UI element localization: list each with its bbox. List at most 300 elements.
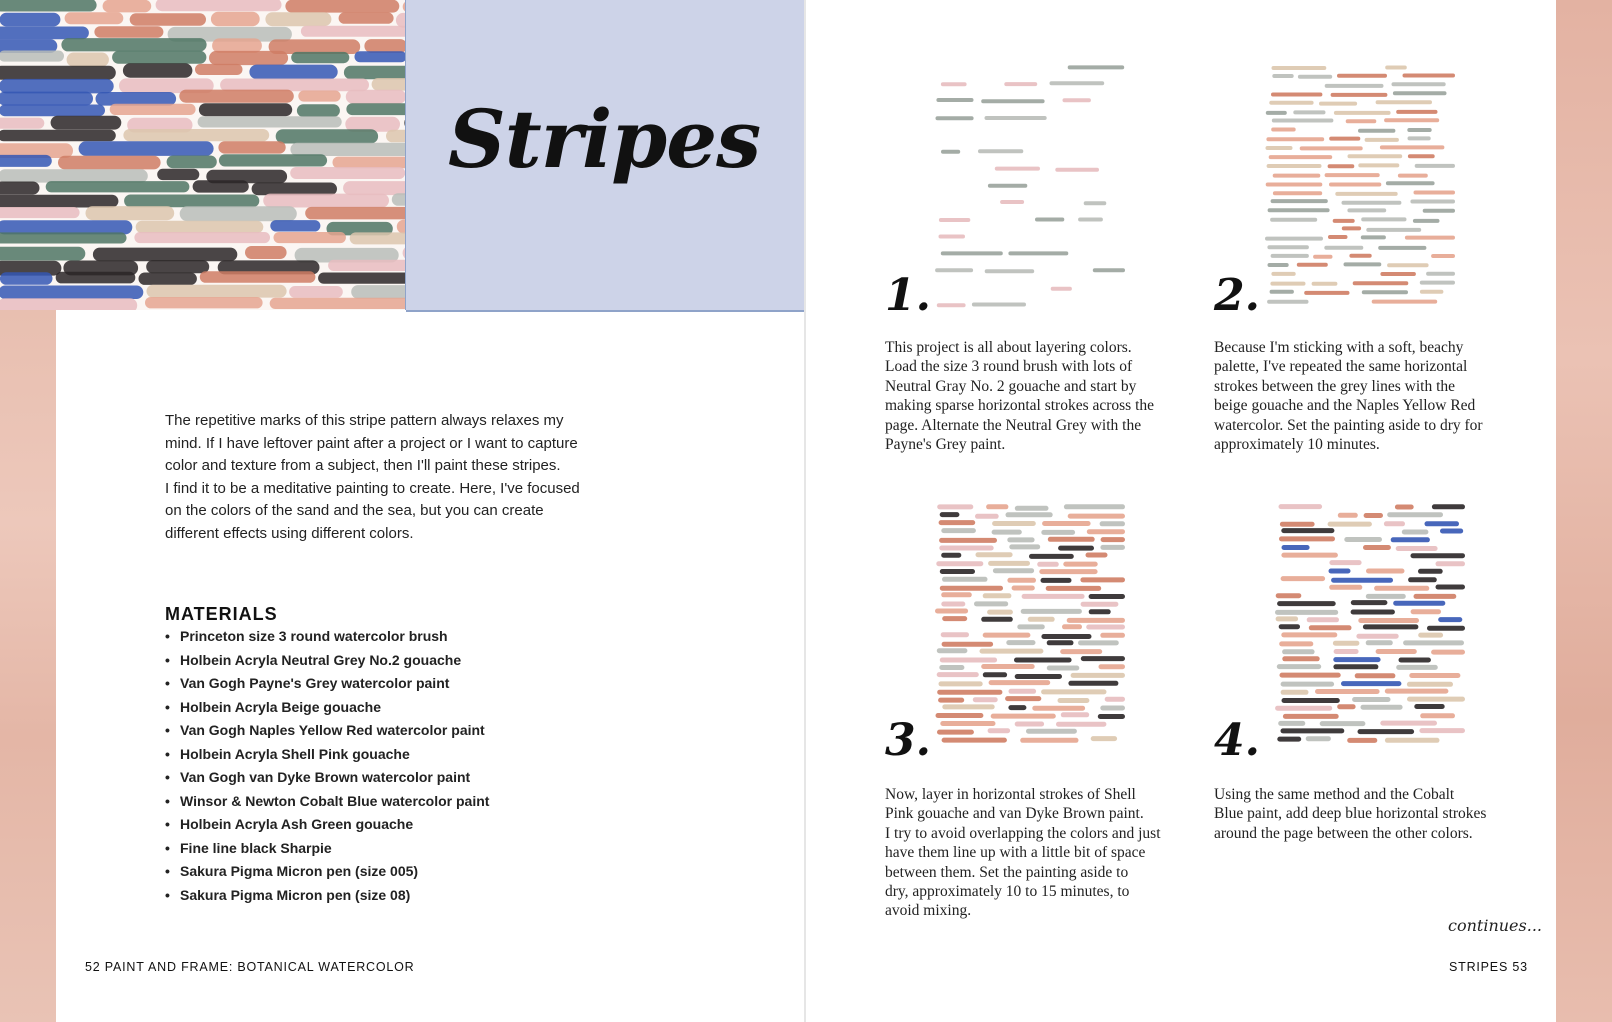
brush-stroke bbox=[1431, 254, 1455, 258]
brush-stroke bbox=[1081, 602, 1119, 607]
brush-stroke bbox=[180, 206, 297, 221]
brush-stroke bbox=[1029, 554, 1074, 559]
brush-stroke bbox=[1405, 236, 1455, 240]
materials-item-label: Winsor & Newton Cobalt Blue watercolor paint bbox=[180, 792, 490, 809]
brush-stroke bbox=[167, 156, 217, 169]
brush-stroke bbox=[1333, 657, 1380, 662]
brush-stroke bbox=[1055, 168, 1099, 172]
materials-item-label: Fine line black Sharpie bbox=[180, 839, 332, 856]
brush-stroke bbox=[1089, 609, 1111, 614]
brush-stroke bbox=[1420, 290, 1444, 294]
brush-stroke bbox=[1393, 601, 1445, 606]
brush-stroke bbox=[941, 592, 972, 597]
brush-stroke bbox=[936, 713, 984, 718]
step-text-line: I try to avoid overlapping the colors and just bbox=[885, 824, 1161, 842]
brush-stroke bbox=[1325, 84, 1384, 88]
brush-stroke bbox=[935, 268, 973, 272]
brush-stroke bbox=[1271, 199, 1328, 203]
brush-stroke bbox=[1078, 218, 1103, 222]
brush-stroke bbox=[1041, 578, 1072, 583]
brush-stroke bbox=[103, 0, 152, 12]
brush-stroke bbox=[1017, 624, 1045, 629]
materials-item bbox=[165, 743, 489, 767]
brush-stroke bbox=[1068, 681, 1118, 686]
brush-stroke bbox=[1403, 640, 1464, 645]
brush-stroke bbox=[983, 672, 1007, 677]
brush-stroke bbox=[1007, 537, 1034, 542]
brush-stroke bbox=[937, 690, 1002, 695]
brush-stroke bbox=[1100, 706, 1125, 711]
brush-stroke bbox=[1267, 164, 1322, 168]
brush-stroke bbox=[937, 648, 968, 653]
brush-stroke bbox=[1362, 290, 1408, 294]
materials-item bbox=[165, 860, 489, 884]
brush-stroke bbox=[1438, 617, 1462, 622]
bullet: • bbox=[165, 745, 170, 762]
brush-stroke bbox=[1414, 191, 1456, 195]
brush-stroke bbox=[1427, 626, 1465, 631]
brush-stroke bbox=[270, 298, 405, 309]
brush-stroke bbox=[67, 53, 109, 67]
step-text-line: Now, layer in horizontal strokes of Shell bbox=[885, 786, 1136, 803]
brush-stroke bbox=[980, 649, 1044, 654]
brush-stroke bbox=[1320, 721, 1366, 726]
materials-item bbox=[165, 813, 489, 837]
brush-stroke bbox=[265, 12, 331, 26]
brush-stroke bbox=[1009, 544, 1040, 549]
brush-stroke bbox=[1267, 300, 1308, 304]
brush-stroke bbox=[1279, 624, 1300, 629]
brush-stroke bbox=[1064, 504, 1125, 509]
step-text-line: Payne's Grey paint. bbox=[885, 436, 1006, 454]
brush-stroke bbox=[1358, 129, 1395, 133]
brush-stroke bbox=[1004, 82, 1037, 86]
brush-stroke bbox=[940, 569, 975, 574]
intro-line: color and texture from a subject, then I'll paint these stripes. bbox=[165, 457, 561, 475]
brush-stroke bbox=[1061, 712, 1089, 717]
step-1-text bbox=[885, 338, 1197, 454]
brush-stroke bbox=[1420, 713, 1455, 718]
brush-stroke bbox=[249, 65, 337, 80]
brush-stroke bbox=[94, 26, 163, 38]
bullet: • bbox=[165, 722, 170, 738]
step-text-line: watercolor. Set the painting aside to dry for bbox=[1214, 416, 1483, 434]
brush-stroke bbox=[981, 99, 1044, 103]
brush-stroke bbox=[1015, 506, 1049, 511]
brush-stroke bbox=[1279, 641, 1313, 646]
brush-stroke bbox=[1026, 729, 1077, 734]
intro-line: on the colors of the sand and the sea, but you can create bbox=[165, 502, 544, 520]
brush-stroke bbox=[0, 130, 116, 142]
brush-stroke bbox=[1304, 291, 1349, 295]
brush-stroke bbox=[937, 672, 979, 677]
brush-stroke bbox=[1348, 154, 1403, 158]
brush-stroke bbox=[1271, 128, 1296, 132]
brush-stroke bbox=[318, 273, 405, 284]
brush-stroke bbox=[942, 738, 1007, 743]
brush-stroke bbox=[220, 79, 369, 92]
brush-stroke bbox=[941, 602, 965, 607]
brush-stroke bbox=[1080, 577, 1125, 582]
brush-stroke bbox=[346, 103, 405, 115]
brush-stroke bbox=[0, 298, 137, 310]
brush-stroke bbox=[1396, 546, 1438, 551]
brush-stroke bbox=[147, 285, 287, 298]
intro-line: The repetitive marks of this stripe pattern always relaxes my bbox=[165, 412, 564, 429]
brush-stroke bbox=[1271, 272, 1295, 276]
brush-stroke bbox=[0, 66, 116, 80]
bullet: • bbox=[165, 769, 170, 785]
bullet: • bbox=[165, 698, 170, 715]
brush-stroke bbox=[1366, 594, 1406, 599]
step-4-number: 4. bbox=[1214, 715, 1260, 766]
brush-stroke bbox=[1333, 219, 1355, 223]
brush-stroke bbox=[1315, 689, 1380, 694]
brush-stroke bbox=[0, 79, 114, 94]
brush-stroke bbox=[1068, 514, 1125, 519]
brush-stroke bbox=[985, 116, 1047, 120]
brush-stroke bbox=[1413, 219, 1440, 223]
brush-stroke bbox=[1277, 664, 1321, 669]
brush-stroke bbox=[939, 520, 976, 525]
brush-stroke bbox=[985, 269, 1034, 273]
brush-stroke bbox=[1334, 111, 1391, 115]
materials-item bbox=[165, 719, 489, 743]
brush-stroke bbox=[941, 150, 960, 154]
brush-stroke bbox=[1309, 625, 1352, 630]
intro-line: different effects using different colors. bbox=[165, 524, 414, 542]
brush-stroke bbox=[1022, 594, 1085, 599]
brush-stroke bbox=[1313, 255, 1332, 259]
brush-stroke bbox=[983, 593, 1012, 598]
brush-stroke bbox=[1372, 300, 1438, 304]
brush-stroke bbox=[1337, 704, 1355, 709]
brush-stroke bbox=[940, 658, 997, 663]
brush-stroke bbox=[1351, 600, 1388, 605]
brush-stroke bbox=[1380, 272, 1416, 276]
brush-stroke bbox=[1363, 545, 1391, 550]
brush-stroke bbox=[975, 514, 999, 519]
brush-stroke bbox=[1050, 81, 1105, 85]
brush-stroke bbox=[0, 247, 85, 261]
brush-stroke bbox=[1006, 512, 1053, 517]
brush-stroke bbox=[1346, 119, 1377, 123]
step-text-line: Pink gouache and van Dyke Brown paint. bbox=[885, 805, 1144, 823]
step-1-painting bbox=[935, 60, 1125, 320]
brush-stroke bbox=[939, 546, 993, 551]
brush-stroke bbox=[1361, 217, 1406, 221]
brush-stroke bbox=[1333, 641, 1360, 646]
brush-stroke bbox=[981, 664, 1034, 669]
brush-stroke bbox=[1276, 593, 1302, 598]
materials-item bbox=[165, 649, 489, 673]
brush-stroke bbox=[1277, 601, 1336, 606]
brush-stroke bbox=[989, 680, 1051, 685]
brush-stroke bbox=[1341, 681, 1401, 686]
brush-stroke bbox=[86, 206, 175, 220]
brush-stroke bbox=[339, 12, 394, 23]
brush-stroke bbox=[61, 38, 206, 51]
brush-stroke bbox=[1436, 585, 1466, 590]
materials-item bbox=[165, 790, 489, 814]
brush-stroke bbox=[1366, 569, 1405, 574]
brush-stroke bbox=[1431, 650, 1465, 655]
brush-stroke bbox=[123, 129, 269, 141]
brush-stroke bbox=[1281, 576, 1326, 581]
brush-stroke bbox=[1329, 560, 1361, 565]
brush-stroke bbox=[1275, 706, 1332, 711]
brush-stroke bbox=[1396, 110, 1437, 114]
brush-stroke bbox=[973, 697, 998, 702]
brush-stroke bbox=[328, 260, 405, 271]
folio-right: STRIPES 53 bbox=[1449, 960, 1528, 974]
brush-stroke bbox=[1342, 226, 1361, 230]
brush-stroke bbox=[1063, 98, 1091, 102]
brush-stroke bbox=[1086, 625, 1125, 630]
brush-stroke bbox=[1319, 102, 1357, 106]
brush-stroke bbox=[290, 167, 405, 179]
brush-stroke bbox=[1411, 553, 1466, 558]
brush-stroke bbox=[1306, 736, 1331, 741]
brush-stroke bbox=[1352, 697, 1390, 702]
brush-stroke bbox=[1423, 209, 1455, 213]
materials-item bbox=[165, 766, 489, 790]
brush-stroke bbox=[1060, 649, 1102, 654]
brush-stroke bbox=[1384, 118, 1439, 122]
brush-stroke bbox=[1331, 93, 1388, 97]
brush-stroke bbox=[1058, 698, 1090, 703]
brush-stroke bbox=[1335, 192, 1397, 196]
brush-stroke bbox=[1071, 673, 1125, 678]
brush-stroke bbox=[1403, 74, 1456, 78]
brush-stroke bbox=[1334, 649, 1359, 654]
step-4-text bbox=[1214, 785, 1526, 843]
materials-item-label: Holbein Acryla Shell Pink gouache bbox=[180, 745, 410, 762]
brush-stroke bbox=[0, 207, 80, 218]
bullet: • bbox=[165, 886, 170, 903]
brush-stroke bbox=[1347, 208, 1386, 212]
brush-stroke bbox=[936, 561, 983, 566]
brush-stroke bbox=[1279, 504, 1323, 509]
brush-stroke bbox=[56, 272, 136, 284]
brush-stroke bbox=[1271, 254, 1309, 258]
brush-stroke bbox=[939, 538, 997, 543]
brush-stroke bbox=[988, 728, 1011, 733]
brush-stroke bbox=[305, 207, 405, 220]
brush-stroke bbox=[130, 13, 206, 25]
brush-stroke bbox=[58, 156, 161, 170]
brush-stroke bbox=[1105, 697, 1125, 702]
step-3-number: 3. bbox=[885, 715, 931, 766]
brush-stroke bbox=[1329, 585, 1362, 590]
brush-stroke bbox=[942, 704, 994, 709]
brush-stroke bbox=[1391, 537, 1430, 542]
step-text-line: making sparse horizontal strokes across the bbox=[885, 397, 1155, 415]
brush-stroke bbox=[941, 82, 967, 86]
brush-stroke bbox=[1298, 75, 1332, 79]
brush-stroke bbox=[1347, 738, 1377, 743]
step-text-line: This project is all about layering colors. bbox=[885, 339, 1132, 356]
brush-stroke bbox=[1436, 561, 1466, 566]
brush-stroke bbox=[46, 181, 190, 192]
brush-stroke bbox=[263, 194, 389, 208]
brush-stroke bbox=[942, 642, 994, 647]
brush-stroke bbox=[1366, 228, 1421, 232]
brush-stroke bbox=[333, 157, 406, 169]
brush-stroke bbox=[936, 98, 973, 102]
brush-stroke bbox=[942, 616, 967, 621]
brush-stroke bbox=[935, 609, 968, 614]
brush-stroke bbox=[1418, 569, 1443, 574]
brush-stroke bbox=[1325, 173, 1380, 177]
step-text-line: palette, I've repeated the same horizontal bbox=[1214, 358, 1468, 376]
brush-stroke bbox=[1426, 272, 1455, 276]
brush-stroke bbox=[1272, 119, 1334, 123]
bullet: • bbox=[165, 816, 170, 832]
brush-stroke bbox=[344, 66, 405, 80]
brush-stroke bbox=[941, 528, 976, 533]
brush-stroke bbox=[1265, 237, 1323, 241]
brush-stroke bbox=[1283, 714, 1339, 719]
brush-stroke bbox=[991, 714, 1056, 719]
brush-stroke bbox=[978, 149, 1023, 153]
brush-stroke bbox=[981, 617, 1013, 622]
brush-stroke bbox=[1271, 93, 1322, 97]
brush-stroke bbox=[1328, 235, 1348, 239]
brush-stroke bbox=[1276, 616, 1299, 621]
brush-stroke bbox=[1380, 145, 1445, 149]
brush-stroke bbox=[1035, 218, 1064, 222]
page-title: Stripes bbox=[448, 92, 761, 186]
brush-stroke bbox=[1385, 738, 1440, 743]
brush-stroke bbox=[1349, 254, 1371, 258]
brush-stroke bbox=[1407, 128, 1431, 132]
brush-stroke bbox=[1393, 91, 1447, 95]
brush-stroke bbox=[298, 91, 340, 102]
materials-heading: MATERIALS bbox=[165, 604, 278, 624]
bullet: • bbox=[165, 792, 170, 809]
brush-stroke bbox=[0, 51, 64, 62]
brush-stroke bbox=[940, 721, 995, 726]
stripes-painting-image bbox=[0, 0, 405, 310]
brush-stroke bbox=[179, 90, 293, 103]
brush-stroke bbox=[1007, 578, 1036, 583]
materials-item bbox=[165, 696, 489, 720]
bullet: • bbox=[165, 675, 170, 691]
brush-stroke bbox=[1378, 246, 1426, 250]
brush-stroke bbox=[976, 552, 1013, 557]
brush-stroke bbox=[1068, 65, 1125, 69]
brush-stroke bbox=[939, 218, 970, 222]
brush-stroke bbox=[940, 586, 1003, 591]
brush-stroke bbox=[1277, 737, 1301, 742]
brush-stroke bbox=[1032, 706, 1085, 711]
brush-stroke bbox=[372, 78, 405, 91]
brush-stroke bbox=[1042, 521, 1091, 526]
brush-stroke bbox=[1268, 263, 1289, 267]
brush-stroke bbox=[0, 155, 52, 167]
brush-stroke bbox=[1425, 521, 1460, 526]
materials-item-label: Princeton size 3 round watercolor brush bbox=[180, 628, 448, 644]
brush-stroke bbox=[364, 39, 405, 53]
brush-stroke bbox=[1409, 673, 1460, 678]
brush-stroke bbox=[1329, 183, 1381, 187]
brush-stroke bbox=[937, 303, 966, 307]
brush-stroke bbox=[1282, 545, 1310, 550]
brush-stroke bbox=[1006, 640, 1035, 645]
brush-stroke bbox=[1086, 553, 1108, 558]
brush-stroke bbox=[1048, 537, 1095, 542]
brush-stroke bbox=[1419, 728, 1465, 733]
brush-stroke bbox=[403, 246, 405, 260]
brush-stroke bbox=[937, 730, 974, 735]
brush-stroke bbox=[51, 116, 122, 130]
brush-stroke bbox=[1084, 201, 1107, 205]
brush-stroke bbox=[1270, 218, 1317, 222]
watercolor-wash-left bbox=[0, 310, 56, 1022]
brush-stroke bbox=[1282, 649, 1315, 654]
brush-stroke bbox=[1351, 610, 1395, 615]
brush-stroke bbox=[1353, 281, 1409, 285]
brush-stroke bbox=[200, 271, 316, 283]
brush-stroke bbox=[1432, 504, 1465, 509]
brush-stroke bbox=[1392, 82, 1446, 86]
brush-stroke bbox=[1329, 569, 1351, 574]
brush-stroke bbox=[1058, 546, 1094, 551]
brush-stroke bbox=[1337, 74, 1387, 78]
brush-stroke bbox=[1281, 690, 1309, 695]
step-text-line: between them. Set the painting aside to bbox=[885, 863, 1129, 881]
brush-stroke bbox=[1005, 696, 1041, 701]
brush-stroke bbox=[1091, 736, 1117, 741]
brush-stroke bbox=[1312, 282, 1338, 286]
brush-stroke bbox=[986, 504, 1008, 509]
materials-item-label: Holbein Acryla Beige gouache bbox=[180, 698, 381, 715]
brush-stroke bbox=[0, 286, 143, 300]
brush-stroke bbox=[1410, 200, 1455, 204]
brush-stroke bbox=[1344, 262, 1382, 266]
brush-stroke bbox=[1364, 513, 1383, 518]
brush-stroke bbox=[355, 51, 406, 62]
brush-stroke bbox=[1407, 682, 1453, 687]
brush-stroke bbox=[1281, 632, 1337, 637]
step-text-line: approximately 10 minutes. bbox=[1214, 436, 1380, 454]
brush-stroke bbox=[988, 184, 1027, 188]
step-text-line: strokes between the grey lines with the bbox=[1214, 377, 1456, 395]
brush-stroke bbox=[1282, 698, 1340, 703]
brush-stroke bbox=[0, 13, 60, 27]
folio-left: 52 PAINT AND FRAME: BOTANICAL WATERCOLOR bbox=[85, 960, 415, 974]
brush-stroke bbox=[1041, 634, 1091, 639]
brush-stroke bbox=[0, 0, 97, 12]
brush-stroke bbox=[1297, 263, 1328, 267]
brush-stroke bbox=[1100, 545, 1125, 550]
brush-stroke bbox=[1101, 537, 1125, 542]
brush-stroke bbox=[1376, 100, 1432, 104]
brush-stroke bbox=[0, 220, 132, 234]
brush-stroke bbox=[134, 232, 270, 243]
brush-stroke bbox=[1418, 633, 1443, 638]
brush-stroke bbox=[940, 512, 960, 517]
brush-stroke bbox=[1361, 705, 1403, 710]
brush-stroke bbox=[270, 220, 320, 231]
brush-stroke bbox=[1046, 586, 1102, 591]
brush-stroke bbox=[1281, 553, 1338, 558]
title-panel bbox=[406, 0, 806, 312]
brush-stroke bbox=[1374, 586, 1429, 591]
brush-stroke bbox=[1266, 183, 1323, 187]
brush-stroke bbox=[396, 13, 405, 28]
